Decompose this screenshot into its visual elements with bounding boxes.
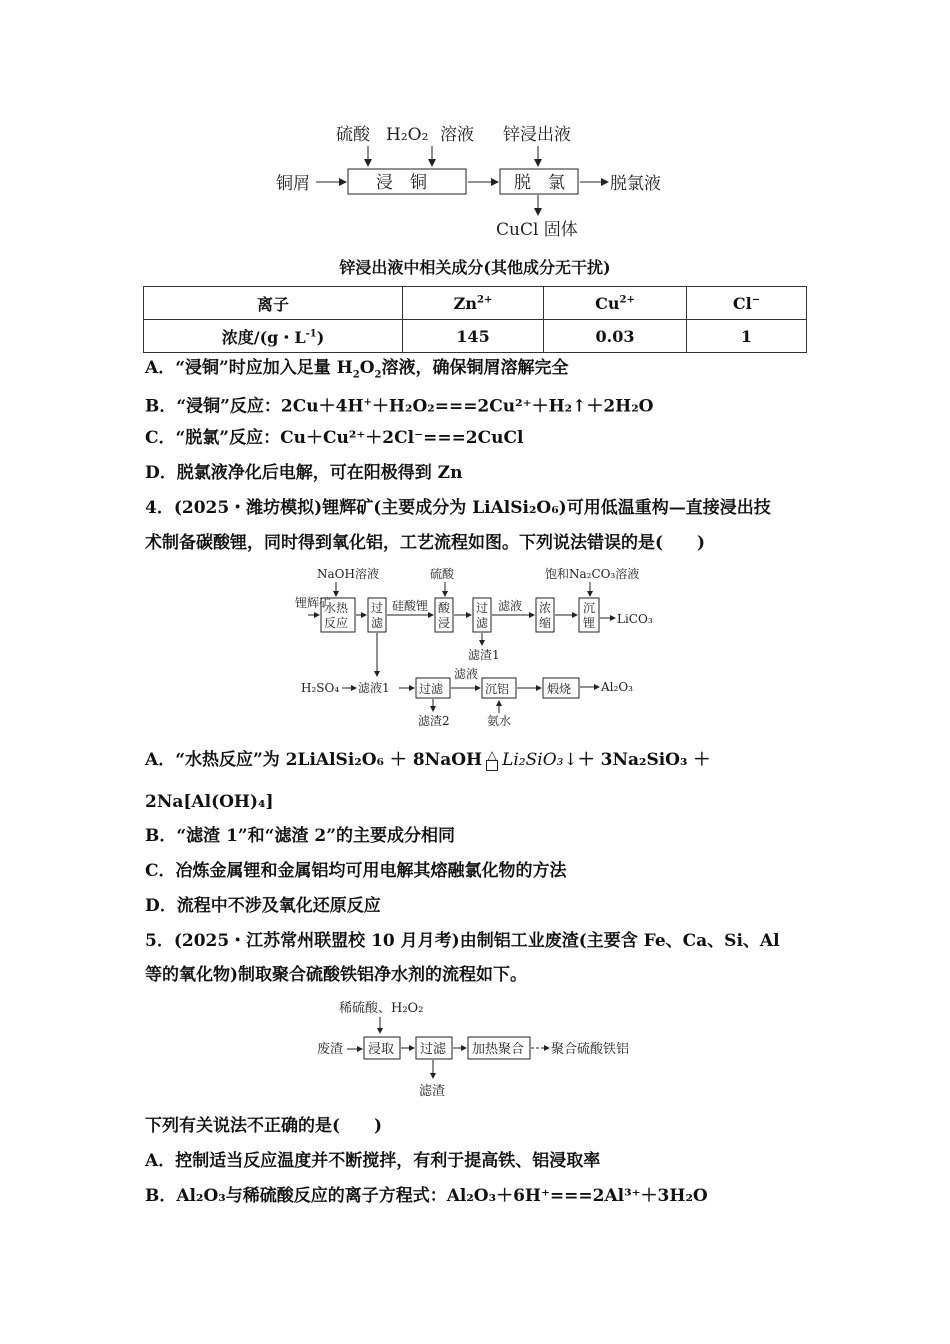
flow-diagram-copper	[270, 118, 690, 243]
table-caption: 锌浸出液中相关成分(其他成分无干扰)	[339, 258, 611, 277]
q4-option-a: A．“水热反应”为 2LiAlSi₂O₆ ＋ 8NaOH △ Li₂SiO₃↓＋ 3Na₂SiO₃ ＋	[145, 747, 711, 770]
box-filter1-line2: 滤	[371, 616, 384, 630]
box-filter2-line2: 滤	[476, 616, 489, 630]
label-dilute-acid: 稀硫酸、H₂O₂	[339, 1001, 424, 1016]
output-cucl-solid: CuCl 固体	[496, 220, 578, 240]
q4-option-a-cont: 2Na[Al(OH)₄]	[145, 792, 274, 812]
box-filter1-line1: 过	[371, 601, 384, 615]
label-waste: 废渣	[317, 1042, 344, 1057]
q4-option-d: D．流程中不涉及氧化还原反应	[145, 896, 381, 916]
label-li-silicate: 硅酸锂	[392, 599, 429, 613]
q3-option-c: C．“脱氯”反应：Cu＋Cu²⁺＋2Cl⁻===2CuCl	[145, 428, 524, 448]
value-cl: 1	[687, 320, 807, 353]
q3-option-b: B．“浸铜”反应：2Cu＋4H+＋H₂O₂===2Cu²⁺＋H₂↑＋2H₂O	[145, 396, 654, 417]
input-acid: 硫酸	[336, 125, 370, 145]
box-leach-copper-label: 浸 铜	[376, 173, 427, 193]
box-precip-al-label: 沉铝	[485, 682, 510, 696]
box-heat-polymerize-label: 加热聚合	[472, 1042, 525, 1057]
box-hydrothermal-line2: 反应	[324, 616, 349, 630]
row-label: 浓度/(g・$L^{-1}$)	[144, 320, 403, 353]
input-h2o2: H₂O₂	[386, 125, 429, 145]
concentration-table	[143, 286, 807, 353]
input-zinc-leachate: 锌浸出液	[503, 125, 571, 145]
label-filtrate1: 滤液1	[358, 681, 390, 695]
box-precip-li-line1: 沉	[583, 601, 596, 615]
label-al2o3: Al₂O₃	[601, 680, 633, 694]
label-filtrate-b: 滤液	[454, 667, 479, 681]
label-na2co3: 饱和Na₂CO₃溶液	[545, 567, 640, 581]
box-acid-leach-line1: 酸	[438, 601, 451, 615]
q4-stem-line2: 术制备碳酸锂，同时得到氧化铝，工艺流程如图。下列说法错误的是( )	[145, 533, 706, 553]
label-ore: 锂辉矿	[295, 596, 332, 610]
input-copper-scrap: 铜屑	[276, 174, 310, 194]
label-h2so4: H₂SO₄	[301, 681, 340, 695]
q5-stem-line1: 5．(2025・江苏常州联盟校 10 月月考)由制铝工业废渣(主要含 Fe、Ca、Si、Al	[145, 931, 780, 951]
header-zn: $Zn^{2+}$	[403, 287, 544, 320]
q4-option-b: B．“滤渣 1”和“滤渣 2”的主要成分相同	[145, 826, 455, 846]
label-product: 聚合硫酸铁铝	[551, 1042, 630, 1057]
box-concentrate-line2: 缩	[539, 616, 552, 630]
input-solution: 溶液	[440, 125, 474, 145]
value-zn: 145	[403, 320, 544, 353]
table-row	[144, 320, 807, 353]
header-ion: 离子	[144, 287, 403, 320]
label-li2co3: LiCO₃	[617, 612, 653, 626]
label-naoh: NaOH溶液	[317, 567, 379, 581]
flow-diagram-polymer	[315, 995, 655, 1105]
box-dechlorinate-label: 脱 氯	[514, 173, 565, 193]
output-dechlorinated: 脱氯液	[610, 174, 661, 194]
label-ammonia: 氨水	[487, 714, 512, 728]
q4-option-c: C．冶炼金属锂和金属铝均可用电解其熔融氯化物的方法	[145, 861, 567, 881]
q3-option-a: A．“浸铜”时应加入足量 $H_2O_2$溶液，确保铜屑溶解完全	[145, 358, 569, 381]
box-hydrothermal-line1: 水热	[324, 601, 349, 615]
label-residue: 滤渣	[419, 1084, 446, 1099]
box-filter2-line1: 过	[476, 601, 489, 615]
header-cl: Cl−	[687, 287, 807, 320]
label-residue1: 滤渣1	[468, 648, 500, 662]
q5-stem-line2: 等的氧化物)制取聚合硫酸铁铝净水剂的流程如下。	[145, 965, 528, 985]
value-cu: 0.03	[544, 320, 687, 353]
q4-stem-line1: 4．(2025・潍坊模拟)锂辉矿(主要成分为 LiAlSi₂O₆)可用低温重构—直接浸出技	[145, 498, 771, 518]
table-header-row	[144, 287, 807, 320]
box-concentrate-line1: 浓	[539, 601, 552, 615]
flow-diagram-lithium	[290, 563, 670, 733]
label-sulfuric: 硫酸	[430, 567, 455, 581]
q5-option-a: A．控制适当反应温度并不断搅拌，有利于提高铁、铝浸取率	[145, 1151, 601, 1171]
label-residue2: 滤渣2	[418, 714, 450, 728]
box-filter-label: 过滤	[420, 1042, 447, 1057]
box-acid-leach-line2: 浸	[438, 616, 451, 630]
q3-option-d: D．脱氯液净化后电解，可在阳极得到 Zn	[145, 463, 463, 483]
box-calcine-label: 煅烧	[547, 682, 572, 696]
box-precip-li-line2: 锂	[583, 616, 596, 630]
header-cu: $Cu^{2+}$	[544, 287, 687, 320]
box-leach-label: 浸取	[368, 1042, 395, 1057]
q5-ask: 下列有关说法不正确的是( )	[145, 1116, 383, 1136]
label-filtrate: 滤液	[498, 599, 523, 613]
box-filter3-label: 过滤	[419, 682, 444, 696]
q5-option-b: B．Al₂O₃与稀硫酸反应的离子方程式：Al₂O₃＋6H⁺===2Al³⁺＋3H₂O	[145, 1186, 708, 1206]
